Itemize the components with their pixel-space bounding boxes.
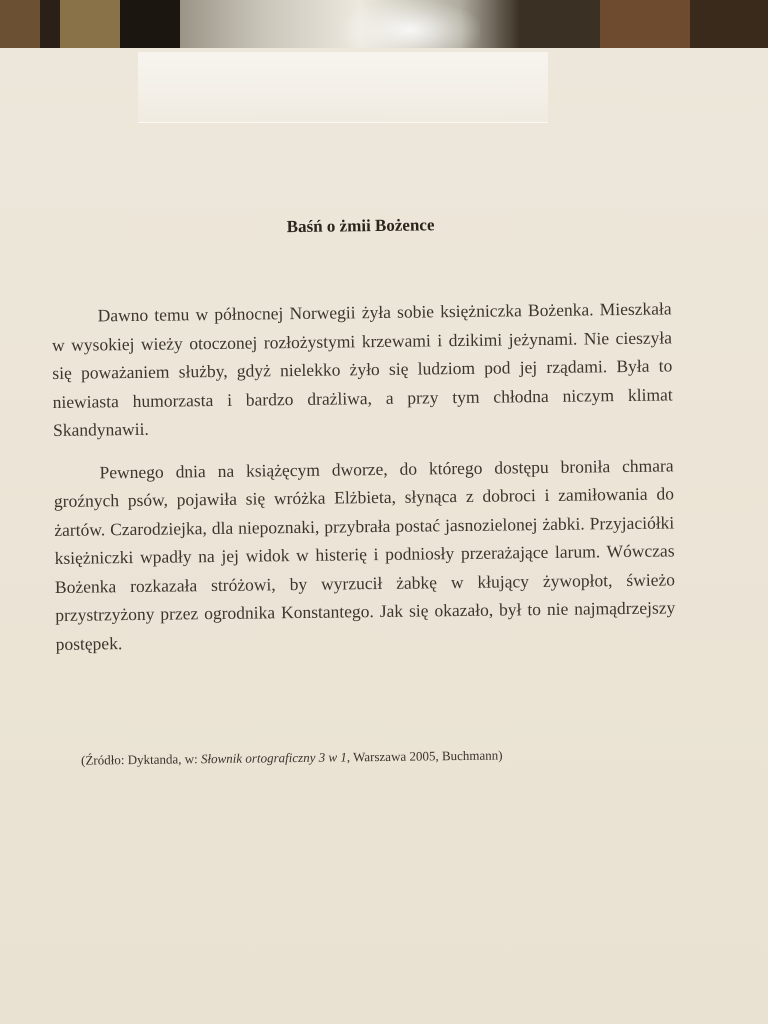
paragraph-2: Pewnego dnia na książęcym dworze, do którego dostępu broniła chmara groźnych psów, pojawiła się wróżka Elżbieta, słynąca z dobroci i zamiłowania do żartów. Czarodziejka, dla niepoznaki, przybrała postać jasnozielonej żabki. Przyjaciółki księżniczki wpadły na jej widok w histerię i podniosły przerażające larum. Wówczas Bożenka rozkazała stróżowi, by wyrzucił żabkę w kłujący żywopłot, świeżo przystrzyżony przez ogrodnika Konstantego. Jak się okazało, był to nie najmądrzejszy postępek. <box>53 454 676 654</box>
document-content <box>50 172 677 772</box>
document-title: Baśń o żmii Bożence <box>286 215 435 237</box>
source-prefix: (Źródło: Dyktanda, w: <box>80 751 202 768</box>
source-suffix: , Warszawa 2005, Buchmann) <box>346 747 503 765</box>
adhesive-tape <box>138 52 548 123</box>
source-book-title: Słownik ortograficzny 3 w 1 <box>200 749 347 767</box>
paragraph-1: Dawno temu w północnej Norwegii żyła sobie księżniczka Bożenka. Mieszkała w wysokiej wieży otoczonej rozłożystymi krzewami i dzikimi jeżynami. Nie cieszyła się poważaniem służby, gdyż nielekko żyło się ludziom pod jej rządami. Była to niewiasta humorzasta i bardzo drażliwa, a przy tym chłodna niczym klimat Skandynawii. <box>51 298 673 440</box>
